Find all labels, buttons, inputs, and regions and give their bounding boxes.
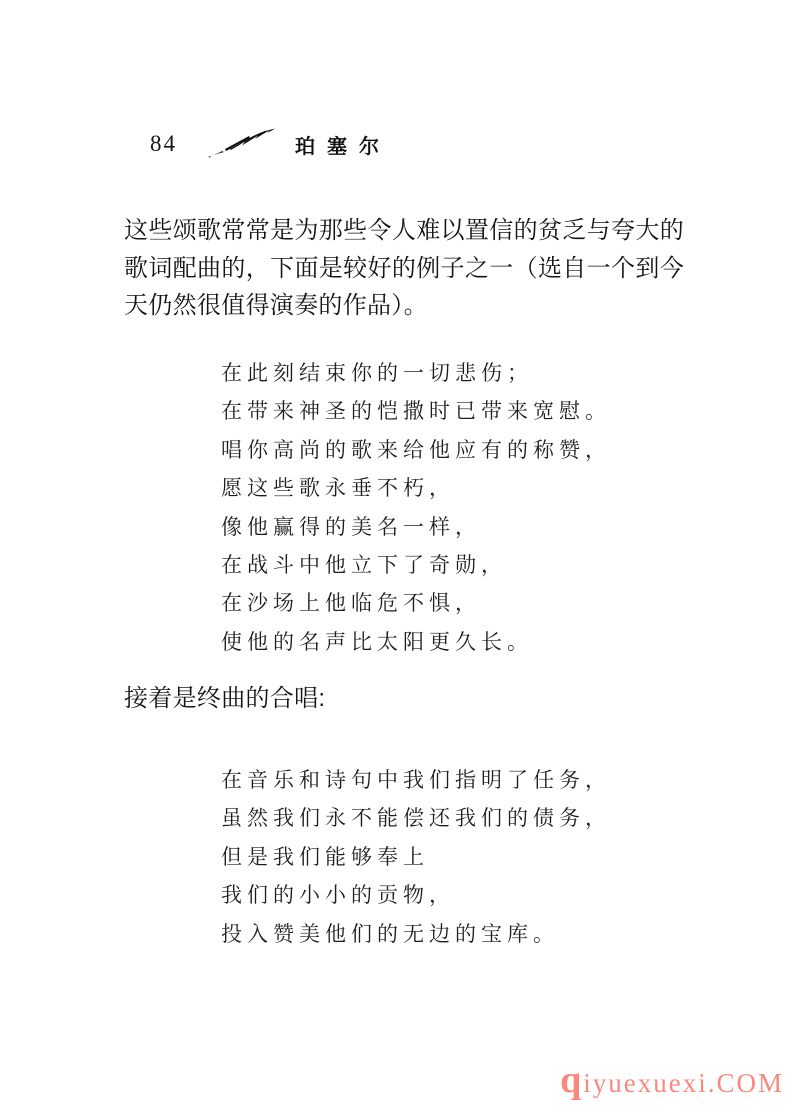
verse-line: 在音乐和诗句中我们指明了任务， [221, 768, 611, 792]
quill-flourish-icon [205, 123, 277, 161]
chorus-intro-paragraph: 接着是终曲的合唱: [124, 685, 326, 712]
verse-line: 唱你高尚的歌来给他应有的称赞， [221, 437, 611, 462]
site-watermark: qiyuexuexi.COM [560, 1059, 784, 1101]
page-number: 84 [150, 131, 177, 156]
book-title: 珀塞尔 [295, 135, 391, 158]
verse-line: 在战斗中他立下了奇勋， [221, 553, 507, 578]
verse-line: 在此刻结束你的一切悲伤； [221, 361, 533, 385]
verse-line: 我们的小小的贡物， [221, 883, 455, 908]
intro-paragraph: 这些颂歌常常是为那些令人难以置信的贫乏与夸大的歌词配曲的，下面是较好的例子之一（选自一个到今天仍然很值得演奏的作品）。 [124, 217, 684, 319]
verse-line: 但是我们能够奉上 [221, 844, 429, 869]
verse-line: 投入赞美他们的无边的宝库。 [221, 921, 559, 946]
verse-block-1 [221, 354, 611, 661]
verse-line: 像他赢得的美名一样， [221, 514, 481, 539]
verse-line: 虽然我们永不能偿还我们的债务， [221, 806, 611, 831]
page-header [150, 124, 391, 164]
verse-line: 使他的名声比太阳更久长。 [221, 629, 533, 654]
verse-line: 在带来神圣的恺撒时已带来宽慰。 [221, 399, 611, 424]
verse-line: 在沙场上他临危不惧， [221, 591, 481, 616]
verse-block-2 [221, 761, 611, 953]
verse-line: 愿这些歌永垂不朽， [221, 476, 455, 501]
